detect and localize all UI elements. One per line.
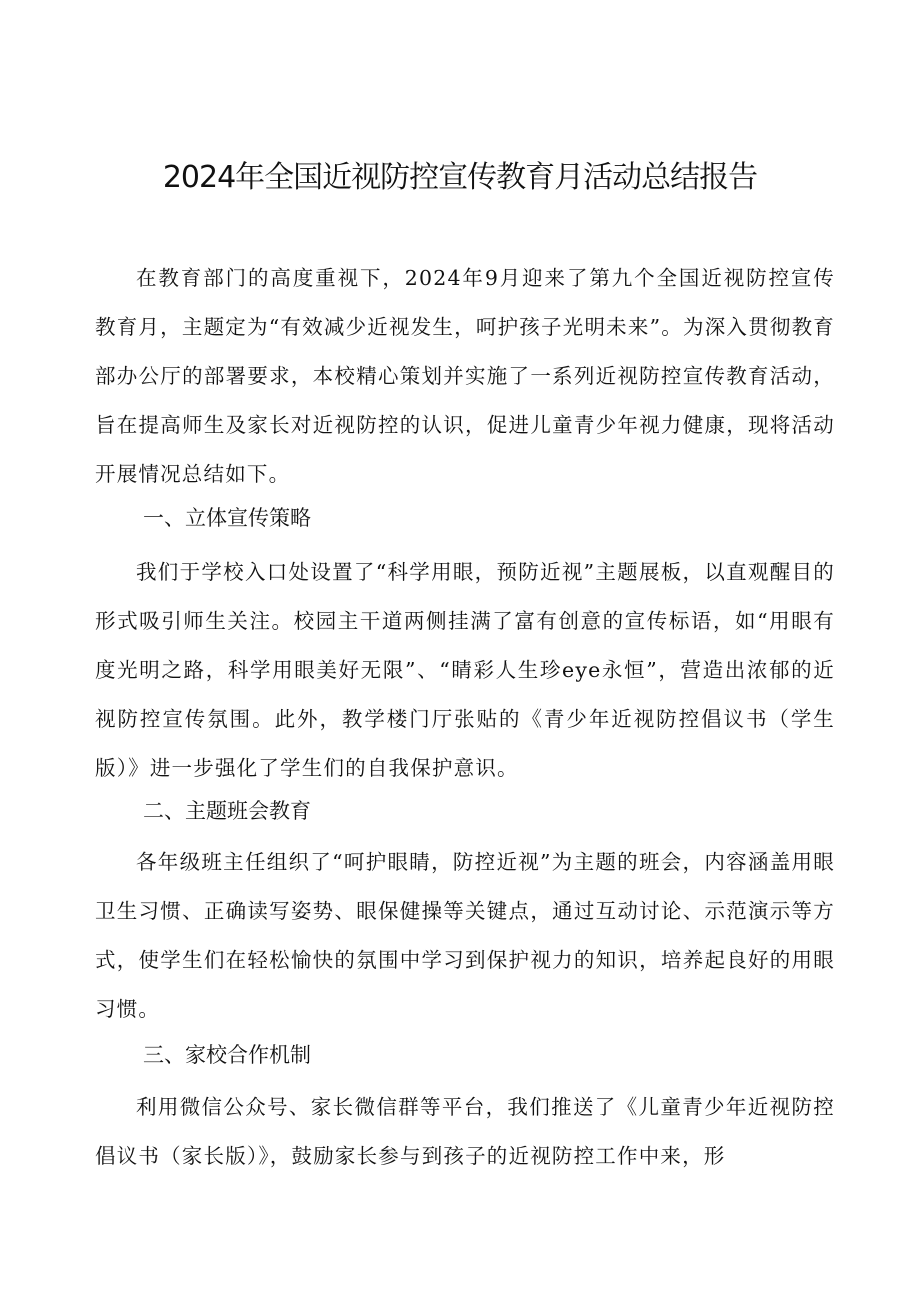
intro-paragraph: 在教育部门的高度重视下，2024年9月迎来了第九个全国近视防控宣传教育月，主题定为“有效减少近视发生，呵护孩子光明未来”。为深入贯彻教育部办公厅的部署要求，本校精心策划并实施了一系列近视防控宣传教育活动，旨在提高师生及家长对近视防控的认识，促进儿童青少年视力健康，现将活动开展情况总结如下。: [95, 266, 835, 486]
section-heading-class-meeting: 二、主题班会教育: [143, 799, 311, 823]
section-heading-publicity-strategy: 一、立体宣传策略: [143, 506, 311, 530]
section-paragraph-home-school-cooperation: 利用微信公众号、家长微信群等平台，我们推送了《儿童青少年近视防控倡议书（家长版）》，鼓励家长参与到孩子的近视防控工作中来，形: [95, 1095, 835, 1168]
section-paragraph-class-meeting: 各年级班主任组织了“呵护眼睛，防控近视”为主题的班会，内容涵盖用眼卫生习惯、正确读写姿势、眼保健操等关键点，通过互动讨论、示范演示等方式，使学生们在轻松愉快的氛围中学习到保护视力的知识，培养起良好的用眼习惯。: [95, 850, 835, 1021]
section-heading-home-school-cooperation: 三、家校合作机制: [143, 1043, 311, 1067]
document-title: 2024年全国近视防控宣传教育月活动总结报告: [162, 160, 758, 195]
section-paragraph-publicity-strategy: 我们于学校入口处设置了“科学用眼，预防近视”主题展板，以直观醒目的形式吸引师生关注。校园主干道两侧挂满了富有创意的宣传标语，如“用眼有度光明之路，科学用眼美好无限”、“睛彩人生珍eye永恒”，营造出浓郁的近视防控宣传氛围。此外，教学楼门厅张贴的《青少年近视防控倡议书（学生版）》进一步强化了学生们的自我保护意识。: [95, 560, 835, 780]
